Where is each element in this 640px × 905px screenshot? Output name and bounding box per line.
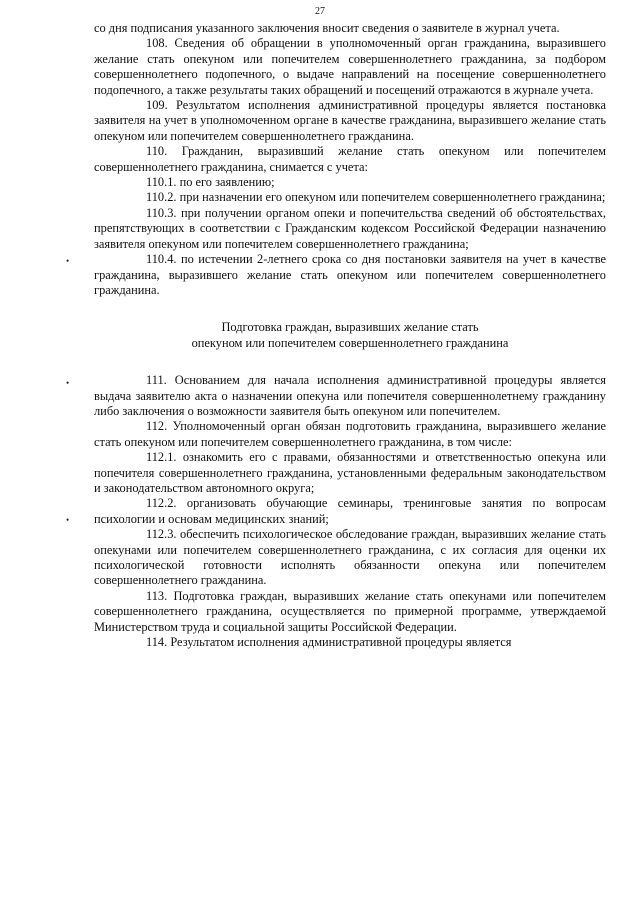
- margin-mark: •: [66, 378, 70, 388]
- page-number: 27: [315, 6, 325, 17]
- margin-mark: •: [66, 256, 70, 266]
- section-heading: [94, 320, 606, 351]
- paragraph: со дня подписания указанного заключения вносит сведения о заявителе в журнал учета.: [94, 21, 560, 35]
- paragraph-112-2: 112.2. организовать обучающие семинары, тренинговые занятия по вопросам психологии и основам медицинских знаний;: [94, 496, 606, 526]
- paragraph-109: 109. Результатом исполнения административной процедуры является постановка заявителя на учет в уполномоченном органе в качестве гражданина, выразившего желание стать опекуном или попечителем совершеннолетнего гражданина.: [94, 98, 606, 143]
- paragraph-114: 114. Результатом исполнения административной процедуры является: [146, 635, 512, 650]
- section-heading-line: опекуном или попечителем совершеннолетнего гражданина: [191, 335, 509, 350]
- paragraph-112: 112. Уполномоченный орган обязан подготовить гражданина, выразившего желание стать опекуном или попечителем совершеннолетнего гражданина, в том числе:: [94, 419, 606, 449]
- paragraph-110-4: 110.4. по истечении 2-летнего срока со дня постановки заявителя на учет в качестве гражданина, выразившего желание стать опекуном или попечителем совершеннолетнего гражданина.: [94, 252, 606, 297]
- paragraph-111: 111. Основанием для начала исполнения административной процедуры является выдача заявителю акта о назначении опекуна или попечителя совершеннолетнему гражданину либо заключения о возможности заявителя быть опекуном или попечителем.: [94, 373, 606, 418]
- paragraph-110-2: 110.2. при назначении его опекуном или попечителем совершеннолетнего гражданина;: [146, 190, 606, 205]
- paragraph-108: 108. Сведения об обращении в уполномоченный орган гражданина, выразившего желание стать опекуном или попечителем совершеннолетнего гражданина, за подбором совершеннолетнего подопечного, о выдаче направлений на посещение совершеннолетнего подопечного, а также результаты таких обращений и посещений отражаются в журнале учета.: [94, 36, 606, 97]
- paragraph-112-1: 112.1. ознакомить его с правами, обязанностями и ответственностью опекуна или попечителя совершеннолетнего гражданина, установленными федеральным законодательством и законодательством автономного округа;: [94, 450, 606, 495]
- paragraph-113: 113. Подготовка граждан, выразивших желание стать опекунами или попечителем совершеннолетнего гражданина, осуществляется по примерной программе, утверждаемой Министерством труда и социальной защиты Российской Федерации.: [94, 588, 606, 634]
- section-heading-line: Подготовка граждан, выразивших желание стать: [221, 320, 479, 335]
- margin-mark: •: [66, 515, 70, 525]
- document-body: [94, 21, 606, 650]
- paragraph-110: 110. Гражданин, выразивший желание стать опекуном или попечителем совершеннолетнего гражданина, снимается с учета:: [94, 144, 606, 174]
- paragraph-110-1: 110.1. по его заявлению;: [146, 175, 275, 190]
- paragraph-112-3: 112.3. обеспечить психологическое обследование граждан, выразивших желание стать опекунами или попечителем совершеннолетнего гражданина, с их согласия для оценки их психологической готовности исполнять обязанности опекуна или попечителем совершеннолетнего гражданина.: [94, 527, 606, 588]
- paragraph-110-3: 110.3. при получении органом опеки и попечительства сведений об обстоятельствах, препятствующих в соответствии с Гражданским кодексом Российской Федерации назначению заявителя опекуном или попечителем совершеннолетнего гражданина;: [94, 205, 606, 251]
